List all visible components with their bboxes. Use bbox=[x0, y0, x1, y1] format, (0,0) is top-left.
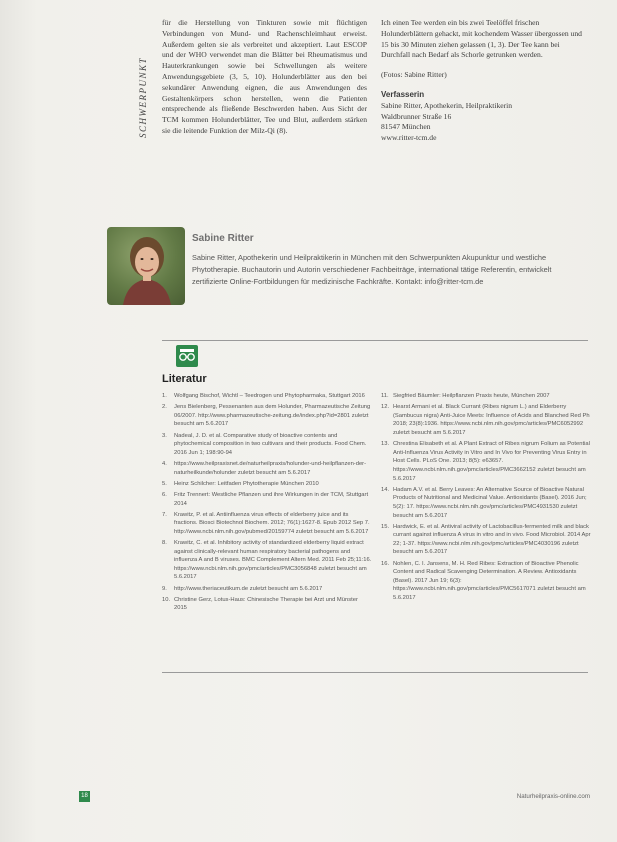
reference-item: 4. https://www.heilpraxisnet.de/naturheilpraxis/holunder-und-heilpflanzen-der-naturheilkunde/holunder zuletzt besucht am 5.6.2017 bbox=[162, 460, 367, 476]
author-line: 81547 München bbox=[381, 122, 431, 132]
reference-item: 15. Hardwick, E. et al. Antiviral activity of Lactobacillus-fermented milk and black currant against influenza A virus in vitro and in vivo. Food Microbiol. 2014 Apr 22; 1-37. https://www.ncbi.nlm.nih.gov/pmc/articles/PMC4030196 zuletzt besucht am 5.6.2017 bbox=[381, 523, 591, 556]
intro-text-left: für die Herstellung von Tinkturen sowie mit flüchtigen Verbindungen von Mund- und Rachenschleimhaut erweist. Außerdem gelten sie als verbreitet und akzeptiert. Laut ESCOP und der WHO verwendet man die Blätter bei Rheumatismus und Hauterkrankungen sowie bei Schwellungen als weitere Anwendungsgebiete (3, 5, 10). Holunderblätter aus den bei sekundärer Anwendung eignen, die aus Anwendungen des Gestaltenkörpers schon herstellen, wenn die Patienten entsprechende als fließende Beschwerden haben. Aus Sicht der TCM kommen Holunderblätter, Tee und Blut, außerdem stärken sie die leitende Funktion der Milz-Qi (8). bbox=[162, 18, 367, 135]
preparation-text: Ich einen Tee werden ein bis zwei Teelöffel frischen Holunderblättern gehackt, mit kochendem Wasser übergossen und 15 bis 30 Minuten ziehen gelassen (1, 3). Der Tee kann bei Durchfall nach Bedarf als Schorle getrunken werden. bbox=[381, 18, 582, 60]
reference-item: 11. Siegfried Bäumler: Heilpflanzen Praxis heute, München 2007 bbox=[381, 393, 550, 399]
literature-list-left bbox=[162, 392, 372, 616]
divider bbox=[162, 672, 588, 673]
author-photo bbox=[107, 227, 185, 305]
divider bbox=[162, 340, 588, 341]
reference-item: 12. Hearst Armani et al. Black Currant (Ribes nigrum L.) and Elderberry (Sambucus nigra) Anti-Juice Meets: Influence of Acids and Blanched Red Ph 2018; 23(8):1936. https://www.ncbi.nlm.nih.gov/pmc/articles/PMC6052992 zuletzt besucht am 5.6.2017 bbox=[381, 404, 590, 436]
intro-text-right bbox=[381, 18, 586, 144]
glasses-book-icon bbox=[176, 345, 198, 367]
reference-item: 8. Krawitz, C. et al. Inhibitory activity of standardized elderberry liquid extract against clinically-relevant human respiratory bacterial pathogens and influenza A and B viruses. BMC Complement Altern Med. 2011 Feb 25;11:16. https://www.ncbi.nlm.nih.gov/pmc/articles/PMC3056848 zuletzt besucht am 5.6.2017 bbox=[162, 540, 372, 581]
author-website-link[interactable]: www.ritter-tcm.de bbox=[381, 133, 437, 143]
reference-item: 14. Hadam A.V. et al. Berry Leaves: An Alternative Source of Bioactive Natural Products of Nutritional and Medicinal Value. Antioxidants (Basel). 2016 Jun; 5(2): 17. https://www.ncbi.nlm.nih.gov/pmc/articles/PMC4931530 zuletzt besucht am 5.6.2017 bbox=[381, 486, 587, 519]
reference-item: 10. Christine Gerz, Lotus-Haus: Chinesische Therapie bei Arzt und Münster 2015 bbox=[162, 596, 358, 612]
bio-name: Sabine Ritter bbox=[192, 233, 254, 244]
reference-item: 6. Fritz Trennert: Westliche Pflanzen und ihre Wirkungen in der TCM, Stuttgart 2014 bbox=[162, 491, 369, 507]
reference-item: 13. Chrestina Elisabeth et al. A Plant Extract of Ribes nigrum Folium as Potential Anti-Influenza Virus Activity in Vitro and In Vivo for Preventing Virus Entry in Host Cells. PLoS One. 2013; 8(5): e63657. https://www.ncbi.nlm.nih.gov/pmc/articles/PMC3662152 zuletzt besucht am 5.6.2017 bbox=[381, 441, 590, 482]
reference-item: 16. Nohlen, C. I. Jansens, M. H. Red Ribes: Extraction of Bioactive Phenolic Content and Radical Scavenging Determination. A Review. Antioxidants (Basel). 2017 Jun 19; 6(3): https://www.ncbi.nlm.nih.gov/pmc/articles/PMC5617071 zuletzt besucht am 5.6.2017 bbox=[381, 560, 586, 602]
reference-item: 3. Nadeal, J. D. et al. Comparative study of bioactive contents and phytochemical composition in two cultivars and their products. Food Chem. 2016 Jun 1; 198:90-94 bbox=[162, 432, 367, 456]
reference-item: 9. http://www.theriaceutikum.de zuletzt besucht am 5.6.2017 bbox=[162, 585, 323, 592]
reference-item: 5. Heinz Schilcher: Leitfaden Phytotherapie München 2010 bbox=[162, 480, 319, 487]
reference-item: 2. Jens Bielenberg, Pessenanten aus dem Holunder, Pharmazeutische Zeitung 06/2007. http://www.pharmazeutische-zeitung.de/index.php?id=2801 zuletzt besucht am 5.6.2017 bbox=[162, 404, 371, 428]
author-line: Waldbrunner Straße 16 bbox=[381, 111, 452, 121]
bio-text: Sabine Ritter, Apothekerin und Heilpraktikerin in München mit den Schwerpunkten Akupunktur und westliche Phytotherapie. Buchautorin und Autorin verschiedener Fachbeiträge, international tätige Referentin, entwickelt zertifizierte Online-Fortbildungen für medizinische Fachkräfte. Kontakt: info@ritter-tcm.de bbox=[192, 253, 552, 286]
author-line: Sabine Ritter, Apothekerin, Heilpraktikerin bbox=[381, 100, 513, 110]
literature-list-right bbox=[381, 392, 591, 605]
page-number: 18 bbox=[81, 793, 88, 799]
photo-credit: (Fotos: Sabine Ritter) bbox=[381, 70, 447, 80]
author-block bbox=[381, 90, 586, 144]
section-label: SCHWERPUNKT bbox=[138, 56, 148, 138]
literature-title: Literatur bbox=[162, 373, 207, 385]
author-heading: Verfasserin bbox=[381, 89, 425, 99]
footer-website[interactable]: Naturheilpraxis-online.com bbox=[516, 793, 590, 800]
reference-item: 7. Krawitz, P. et al. Antiinfluenza virus effects of elderberry juice and its fractions. Biosci Biotechnol Biochem. 2012; 76(1):1627-8. Epub 2012 Sep 7. http://www.ncbi.nlm.nih.gov/pubmed/20159774 zuletzt besucht am 5.6.2017 bbox=[162, 511, 370, 535]
reference-item: 1. Wolfgang Bischof, Wichtl – Teedrogen und Phytopharmaka, Stuttgart 2016 bbox=[162, 393, 365, 399]
